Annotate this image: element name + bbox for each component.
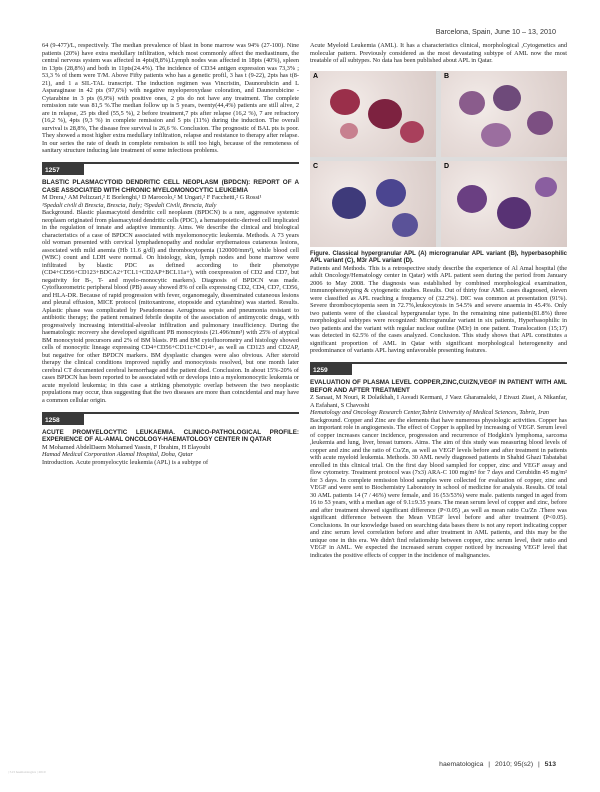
cell-image (497, 197, 531, 229)
panel-label: B (444, 72, 450, 80)
cell-image (493, 85, 521, 111)
micrograph-panel-a (310, 71, 436, 157)
cell-image (535, 177, 557, 197)
abstract-affiliation: Hamad Medical Corporation Alamal Hospital, Doha, Qatar (42, 451, 193, 459)
micrograph-panel-b (441, 71, 567, 157)
abstract-body: Background. Blastic plasmacytoid dendritic cell neoplasm (BPDCN) is a rare, aggressive systemic neoplasm originated from plasmacytoid dendritic cells (PDC), a hematopoietic-derived cell implicated in the regulation of innate and adaptive immunity. Aims. We describe the clinical and biological characteristics of a case of BPDCN associated with myelomonocytic leukemia. Methods. A 73 years old woman presented with cervical lymphadenopathy and nodular erythematous cutaneous lesions, associated with mild anemia (Hb 11.6 g/dl) and thrombocytopenia (120000/mm³), while blood cell (WBC) count and LDH were normal. On histology, skin, lymph nodes and bone marrow were infiltrated by blastic PDC as defined according to their phenotype (CD4+CD56+CD123+BDCA2+TCL1+CD2AP+BCL11a+), with coexpression of CD2 and CD7, but negativity for B-, T- and myelo-monocytic markers). Diagnosis of BPDCN was made. Cytofluorometric peripheral blood (PB) assay showed 8% of cells expressing CD2, CD4, CD7, CD56, and HLA-DR. Because of rapid progression with fever, organomegaly, disseminated cutaneous lesions and pleural effusion, MICE protocol (mitoxantrone, etoposide and cytarabine) was started. Results. Aplastic phase was complicated by Pseudomonas Aeruginosa sepsis and pneumonia resistant to antibiotic therapy; the patient remained febrile despite of the association of antimycotic drugs, with progressively increasing interstitial-alveolar infiltration and pulmonary insufficiency. During the haematologic recovery she developed significant PB monocytosis (21.496/mm³) with 25% of atypical BM monocytoid precursors and 2% of BM blasts. PB and BM cytofluorometry and histology showed cells of monocytic lineage expressing CD4+CD56+CD11c+CD14+, as well as CD123 and CD2AP, but negative for other BPDCN markers. BM dysplastic changes were also obvious. After steroid therapy the clinical conditions improved rapidly and monocytosis resolved, but one month later cerebral CT documented cerebral hemorrhage and the patient died. Conclusion. In about 15%-20% of cases BPDCN has been reported to be associated with or develops into a myelomonocytic leukemia or acute myeloid leukemia; in this case a striking phenotypic overlap between the two neoplastic populations may occur, thus suggesting that the two diseases are more than coincidental and may have a common cellular origin. (42, 209, 299, 404)
running-header: Barcelona, Spain, June 10 – 13, 2010 (435, 27, 556, 36)
abstract-affiliation: ¹Spedali civili di Brescia, Brescia, Italy; ²Spedali Civili, Brescia, Italy (42, 201, 217, 209)
abstract-1259 (310, 362, 567, 560)
continuation-text: Acute Myeloid Leukemia (AML). It has a characteristics clinical, morphological ,Cytogenetics and molecular pattern. Previously considered as the most devastating subtype of AML now the most treatable of all subtypes. No data has been published about APL in Qatar. (310, 42, 567, 65)
figure-micrographs (310, 71, 567, 247)
abstract-title: BLASTIC PLASMACYTOID DENDRITIC CELL NEOPLASM (BPDCN): REPORT OF A CASE ASSOCIATED WITH CHRONIC MYELOMONOCYTIC LEUKEMIA (42, 179, 299, 194)
abstract-authors: Z Sanaat, M Nouri, R Dolatkhah, I Asvadi Kermani, J Vaez Gharamaleki, J Eivazi Ziaei, A Nikanfar, A Esfahani, S Chavoshi (310, 394, 567, 409)
abstract-number: 1257 (42, 164, 84, 176)
cell-image (392, 213, 418, 237)
cell-image (527, 111, 553, 135)
abstract-title: ACUTE PROMYELOCYTIC LEUKAEMIA. CLINICO-PATHOLOGICAL PROFILE: EXPERIENCE OF AL-AMAL ONCOLOGY-HAEMATOLOGY CENTER IN QATAR (42, 429, 299, 444)
left-column (42, 42, 299, 466)
right-column (310, 42, 567, 559)
abstract-number: 1259 (310, 364, 352, 376)
page-footer (439, 761, 556, 768)
footer-separator: | (538, 761, 540, 768)
cell-image (332, 187, 366, 219)
cell-image (340, 123, 358, 139)
cell-image (400, 121, 424, 143)
side-note: | 513 haematologica | 2010 (8, 770, 46, 774)
panel-label: A (313, 72, 319, 80)
continuation-text: 64 (9-477)/L, respectively. The median prevalence of blast in bone marrow was 94% (27-100). Nine patients (20%) have extra medullary infiltration, which most commonly affect the mediastinum, the central nervous system was affected in 4pts(8,8%).Lymph nodes was affected in 18pts (40%), spleen in 13pts (28,8%) and both in 11pts(24.4%). The incidence of CD34 antigen expression was 73,3% ; 53,3 % of them were T/M. Above Fifty patients who has a genetic profil, 3 has t (9-22), 2pts has t(8-21), and 1 a SIL-TAL transcript. The induction regimen was Vincristin, Daunorubicin and L Asparaginase in 42 pts (97,6%) with negative myeloperoxydase coloration, and Daunorubicine - Cytarabine in 3 pts (6,9%) with positive ones, 2 pts do not have any treatment. The complete remission rate was 81,5 %.The median follow up is 5 years, twenty(44,4%) patients are still alive, 2 are in relapse, 25 pts died (55,5 %), 2 before treatment,7 pts after relapse (16,2 %), 7 are refractory (16,2 %), 4pts (9,3 %) in complete remission and 5 pts (11%) during the induction. The overall survival is 28,8%, The disease free survival is 26,6 %. Conclusion. The prognostic of BAL pts is poor. They showed a most higher extra medullary infiltration, relapse and resistance to therapy after relapse. In our series the rate of death in complete remission is still too high, because of the remoteness of sanitary structure inducing late treatment of some infectious problems. (42, 42, 299, 155)
cell-image (459, 91, 485, 115)
abstract-authors: M Mohamed AbdelDaem Mohamed Yassin, F Ibrahim, H Elayoubi (42, 443, 211, 451)
journal-issue: 2010; 95(s2) (494, 761, 534, 768)
abstract-number: 1258 (42, 414, 84, 426)
micrograph-panel-c (310, 161, 436, 247)
panel-label: D (444, 162, 450, 170)
abstract-body: Background. Copper and Zinc are the elements that have numerous physiologic activities. Copper has an important role in angiogenesis. The effect of Copper is applied by increasing of VEGF. Serum level of copper increases cancer incidence, progression and recurrence of Hodgkin's lymphoma, sarcoma ,leukemia and lung, liver, breast tumors. Aims. The aim of this study was measuring blood levels of copper and zinc and the ratio of Cu/Zn, as well as VEGF levels before and after treatment in patients with acute myeloid leukemia. Methods. 30 AML newly diagnosed patients in Shahid Ghazi Tabatabai enrolled in this clinical trial. On the first day blood sampled for copper, zinc and VEGF assay and flow cytometry. Treatment protocol was (7x3) ARA-C 100 mg/m² for 7 days and Cerubidin 45 mg/m² for 3 days. In complete remission blood samples were collected for evaluation of copper, zinc and VEGF and were sent to Biochemistry Laboratory in school of medicine for analysis. Results. Of total 30 AML patients 14 (7 / 46%) were female, and 16 (53/53%) were male. patients ranged in aged from 16 to 53 years, with a median age of 9.1±9.35 years. The mean serum level of copper and zinc, before and after treatment showed significant difference (P<0.05) ,as well as mean ratio Cu/Zn .There was significant difference between the Mean VEGF level before and after treatment (P<0.05). Conclusions. In our knowledge based on searching data bases there is not any report indicating copper and zinc serum level correlation before and after treatment in AML patients, and this may be the unique one in this era. We didn't find relationship between copper, zinc serum level, their ratio and VEGF in AML. We expected the increased serum copper noticed by increasing VEGF level that indicates the positive effects of copper in the incidence of malignancies. (310, 416, 567, 559)
abstract-authors: M Drera,¹ AM Pelizzari,² E Borlenghi,¹ D Marocolo,² M Ungari,² F Facchetti,² G Rossi¹ (42, 194, 262, 202)
cell-image (457, 185, 487, 213)
abstract-body: Introduction. Acute promyelocytic leukemia (APL) is a subtype of (42, 458, 209, 466)
footer-separator: | (488, 761, 491, 768)
micrograph-panel-d (441, 161, 567, 247)
journal-name: haematologica (439, 761, 484, 768)
cell-image (376, 179, 406, 207)
abstract-1257 (42, 162, 299, 405)
cell-image (330, 89, 360, 115)
panel-label: C (313, 162, 319, 170)
cell-image (481, 123, 511, 147)
cell-image (368, 99, 402, 129)
page-number: 513 (544, 761, 556, 768)
abstract-body: Patients and Methods. This is a retrospective study describe the experience of Al Amal hospital (the adult Oncology/Hematology center in Qatar) with APL patient seen during the period from January 2006 to May 2008. The diagnosis was established by combined morphological examination, immunophenotyping & cytogenetic studies. Results. Out of thirty four AML cases diagnosed, eleven were classified as APL reaching a frequency of (32.2%). DIC was common at presentation (91%). Severe thrombocytopenia seen in 72.7%,leukocytosis in 54.5% and severe anaemia in 45.4%. Only two patients were of the classical hypergranular type. In the remaining nine patients(81.8%) three morphological subtypes were recognized: Microgranular variant in six patients, Hyperbasophilic in two patients and the variant with regular nuclear outline (M3r) in one patient. Translocation (15;17) was detected in 62.5% of the cases analyzed. Conclusion. This study shows that APL constitutes a significant proportion of AML in Qatar with significant morphological heterogeneity and predominance of variants APL having unfavorable presenting features. (310, 264, 567, 355)
abstract-title: EVALUATION OF PLASMA LEVEL COPPER,ZINC,CU/ZN,VEGF IN PATIENT WITH AML BEFOR AND AFTER TREATMENT (310, 379, 567, 394)
abstract-affiliation: Hematology and Oncology Research Center,Tabriz University of Medical Sciences, Tabriz, Iran (310, 409, 550, 417)
abstract-1258 (42, 412, 299, 467)
figure-caption: Figure. Classical hypergranular APL (A) microgranular APL variant (B), hyperbasophilic APL variant (C), M3r APL variant (D). (310, 250, 567, 264)
